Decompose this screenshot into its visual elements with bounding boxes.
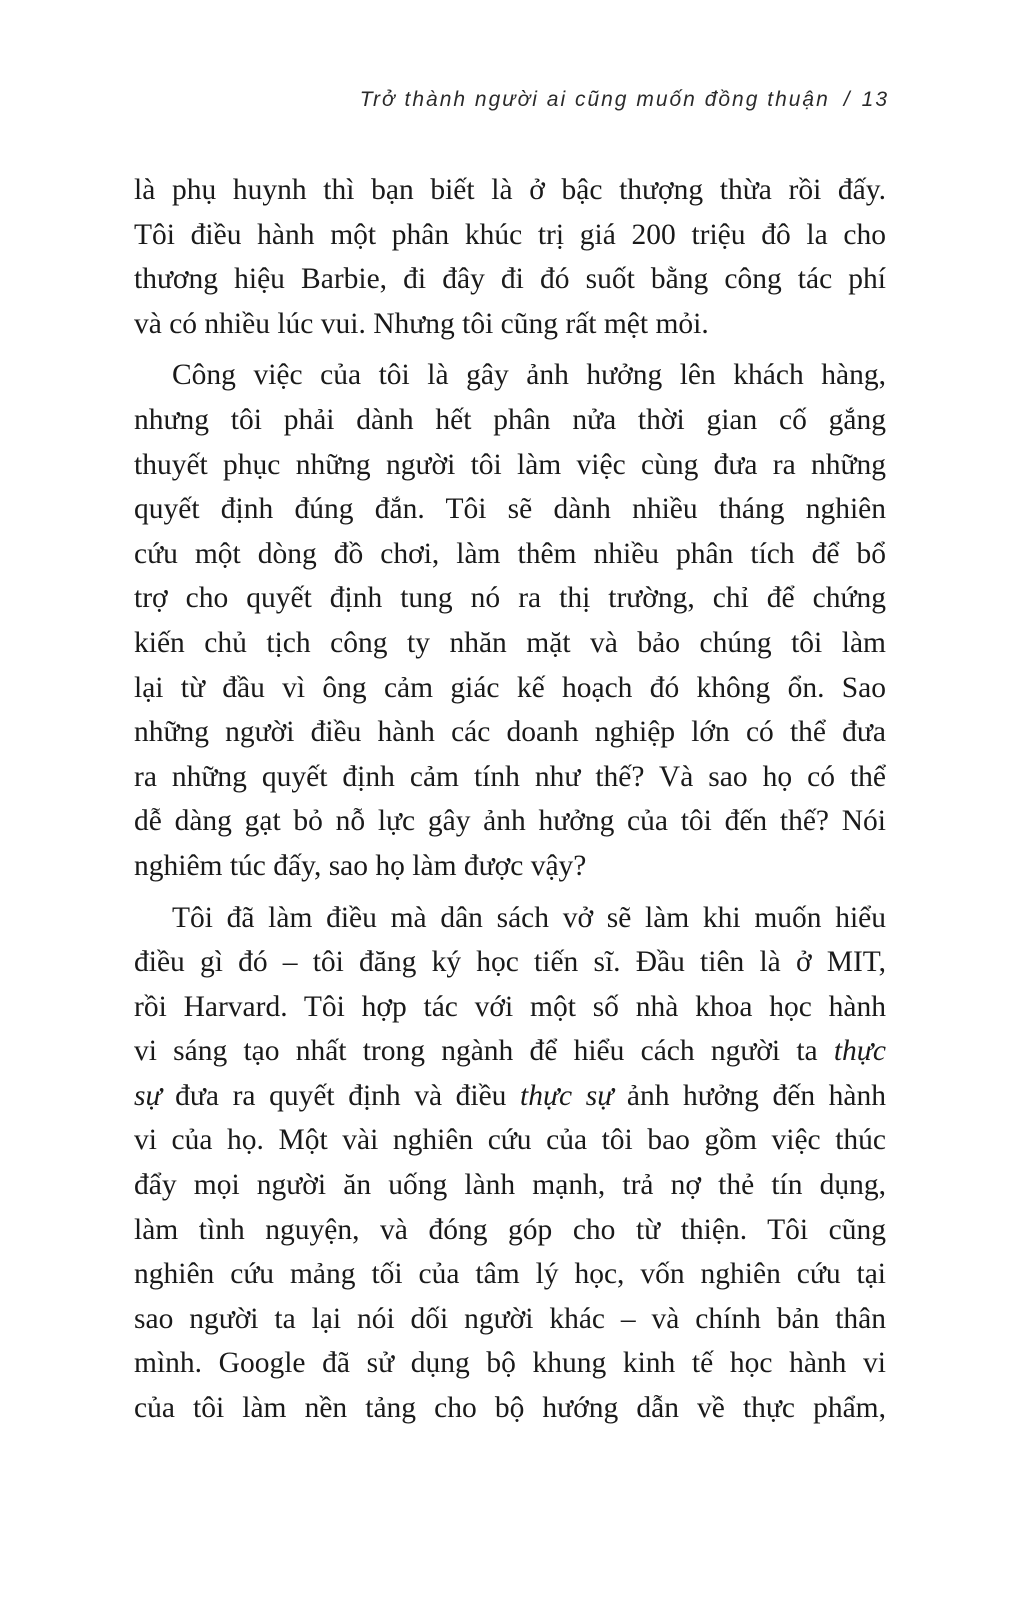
page-number: 13 <box>861 88 889 111</box>
paragraph-2 <box>134 353 886 888</box>
text-line: thuyết phục những người tôi làm việc cùng đưa ra những <box>134 448 886 481</box>
text-line-content: Công việc của tôi là gây ảnh hưởng lên khách hàng, <box>172 359 886 392</box>
text-line: làm tình nguyện, và đóng góp cho từ thiện. Tôi cũng <box>134 1213 886 1246</box>
italic-run: thực sự <box>520 1079 614 1112</box>
text-line: là phụ huynh thì bạn biết là ở bậc thượng thừa rồi đấy. <box>134 174 886 206</box>
text-run: đưa ra quyết định và điều <box>161 1079 521 1112</box>
text-line: những người điều hành các doanh nghiệp lớn có thể đưa <box>134 716 886 749</box>
text-run: vi sáng tạo nhất trong ngành để hiểu cách người ta <box>134 1035 834 1068</box>
text-line <box>134 1029 886 1074</box>
text-line <box>134 1074 886 1119</box>
text-line: Tôi điều hành một phân khúc trị giá 200 triệu đô la cho <box>134 218 886 251</box>
running-title: Trở thành người ai cũng muốn đồng thuận <box>359 88 830 111</box>
text-line: điều gì đó – tôi đăng ký học tiến sĩ. Đầu tiên là ở MIT, <box>134 946 886 979</box>
italic-run: thực <box>833 1035 886 1068</box>
text-line: kiến chủ tịch công ty nhăn mặt và bảo chúng tôi làm <box>134 626 886 659</box>
text-line <box>134 353 886 398</box>
text-line: nhưng tôi phải dành hết phân nửa thời gian cố gắng <box>134 403 886 436</box>
text-line: ra những quyết định cảm tính như thế? Và sao họ có thể <box>134 760 886 793</box>
text-line: sao người ta lại nói dối người khác – và chính bản thân <box>134 1302 886 1335</box>
text-line: mình. Google đã sử dụng bộ khung kinh tế học hành vi <box>134 1347 886 1380</box>
text-line: nghiêm túc đấy, sao họ làm được vậy? <box>134 849 587 882</box>
text-line: đẩy mọi người ăn uống lành mạnh, trả nợ thẻ tín dụng, <box>134 1169 886 1202</box>
text-line: vi của họ. Một vài nghiên cứu của tôi bao gồm việc thúc <box>134 1124 886 1157</box>
text-line: thương hiệu Barbie, đi đây đi đó suốt bằng công tác phí <box>134 263 886 296</box>
text-run: ảnh hưởng đến hành <box>613 1079 886 1112</box>
text-line: trợ cho quyết định tung nó ra thị trường, chỉ để chứng <box>134 582 886 615</box>
italic-run: sự <box>134 1079 162 1112</box>
header-separator: / <box>843 88 852 111</box>
text-line-content: Tôi đã làm điều mà dân sách vở sẽ làm khi muốn hiểu <box>172 901 886 934</box>
text-line: và có nhiều lúc vui. Nhưng tôi cũng rất mệt mỏi. <box>134 307 709 340</box>
body-text <box>134 168 886 1438</box>
text-line <box>134 896 886 941</box>
text-line: lại từ đầu vì ông cảm giác kế hoạch đó không ổn. Sao <box>134 671 886 704</box>
text-line: rồi Harvard. Tôi hợp tác với một số nhà khoa học hành <box>134 990 886 1023</box>
running-header <box>360 88 889 112</box>
paragraph-3 <box>134 896 886 1431</box>
text-line: dễ dàng gạt bỏ nỗ lực gây ảnh hưởng của tôi đến thế? Nói <box>134 805 886 838</box>
text-line: quyết định đúng đắn. Tôi sẽ dành nhiều tháng nghiên <box>134 493 886 526</box>
text-line: cứu một dòng đồ chơi, làm thêm nhiều phân tích để bổ <box>134 537 886 570</box>
text-line: nghiên cứu mảng tối của tâm lý học, vốn nghiên cứu tại <box>134 1258 886 1291</box>
text-line: của tôi làm nền tảng cho bộ hướng dẫn về thực phẩm, <box>134 1392 886 1425</box>
paragraph-1 <box>134 168 886 346</box>
